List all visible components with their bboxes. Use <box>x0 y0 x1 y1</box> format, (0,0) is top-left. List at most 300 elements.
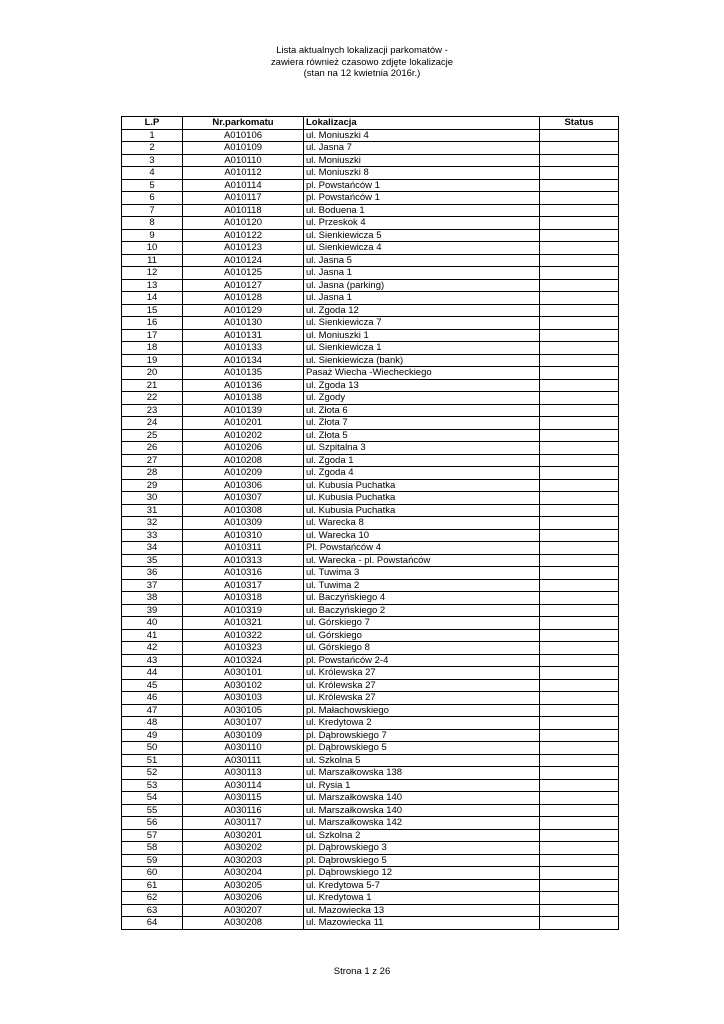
cell-meter-number: A030113 <box>183 767 304 780</box>
cell-lp: 40 <box>122 617 183 630</box>
cell-meter-number: A010324 <box>183 654 304 667</box>
table-row <box>122 267 619 280</box>
cell-status <box>540 879 619 892</box>
cell-location: ul. Zgoda 4 <box>304 467 540 480</box>
cell-meter-number: A010321 <box>183 617 304 630</box>
cell-location: ul. Górskiego 7 <box>304 617 540 630</box>
table-row <box>122 792 619 805</box>
table-row <box>122 179 619 192</box>
cell-lp: 29 <box>122 479 183 492</box>
table-row <box>122 442 619 455</box>
cell-status <box>540 742 619 755</box>
cell-status <box>540 392 619 405</box>
cell-location: ul. Baczyńskiego 4 <box>304 592 540 605</box>
cell-meter-number: A010313 <box>183 554 304 567</box>
cell-meter-number: A010133 <box>183 342 304 355</box>
table-row <box>122 529 619 542</box>
cell-lp: 26 <box>122 442 183 455</box>
cell-location: ul. Górskiego <box>304 629 540 642</box>
cell-meter-number: A010309 <box>183 517 304 530</box>
cell-lp: 45 <box>122 679 183 692</box>
table-row <box>122 654 619 667</box>
cell-location: ul. Sienkiewicza (bank) <box>304 354 540 367</box>
cell-lp: 30 <box>122 492 183 505</box>
cell-meter-number: A010201 <box>183 417 304 430</box>
cell-lp: 5 <box>122 179 183 192</box>
cell-location: ul. Kredytowa 1 <box>304 892 540 905</box>
cell-lp: 4 <box>122 167 183 180</box>
cell-status <box>540 342 619 355</box>
cell-meter-number: A010138 <box>183 392 304 405</box>
cell-status <box>540 604 619 617</box>
cell-meter-number: A010109 <box>183 142 304 155</box>
cell-lp: 54 <box>122 792 183 805</box>
table-row <box>122 667 619 680</box>
table-row <box>122 842 619 855</box>
cell-status <box>540 317 619 330</box>
cell-status <box>540 592 619 605</box>
table-row <box>122 354 619 367</box>
cell-location: pl. Dąbrowskiego 5 <box>304 742 540 755</box>
cell-lp: 10 <box>122 242 183 255</box>
cell-meter-number: A010123 <box>183 242 304 255</box>
cell-location: ul. Baczyńskiego 2 <box>304 604 540 617</box>
cell-meter-number: A010202 <box>183 429 304 442</box>
table-row <box>122 367 619 380</box>
cell-status <box>540 304 619 317</box>
cell-status <box>540 204 619 217</box>
cell-status <box>540 904 619 917</box>
cell-meter-number: A030117 <box>183 817 304 830</box>
cell-status <box>540 229 619 242</box>
cell-lp: 22 <box>122 392 183 405</box>
table-row <box>122 829 619 842</box>
cell-meter-number: A010307 <box>183 492 304 505</box>
table-row <box>122 217 619 230</box>
cell-status <box>540 554 619 567</box>
cell-location: ul. Sienkiewicza 1 <box>304 342 540 355</box>
cell-status <box>540 892 619 905</box>
cell-location: ul. Tuwima 2 <box>304 579 540 592</box>
cell-status <box>540 804 619 817</box>
cell-meter-number: A010131 <box>183 329 304 342</box>
cell-meter-number: A010110 <box>183 154 304 167</box>
cell-lp: 21 <box>122 379 183 392</box>
cell-meter-number: A030205 <box>183 879 304 892</box>
cell-status <box>540 454 619 467</box>
cell-meter-number: A010306 <box>183 479 304 492</box>
cell-location: ul. Rysia 1 <box>304 779 540 792</box>
cell-meter-number: A010127 <box>183 279 304 292</box>
cell-meter-number: A030204 <box>183 867 304 880</box>
cell-location: pl. Małachowskiego <box>304 704 540 717</box>
table-row <box>122 804 619 817</box>
cell-status <box>540 267 619 280</box>
cell-status <box>540 179 619 192</box>
cell-location: ul. Moniuszki <box>304 154 540 167</box>
document-title <box>0 45 724 80</box>
cell-lp: 35 <box>122 554 183 567</box>
cell-lp: 2 <box>122 142 183 155</box>
cell-lp: 7 <box>122 204 183 217</box>
cell-status <box>540 329 619 342</box>
cell-location: ul. Warecka 8 <box>304 517 540 530</box>
cell-status <box>540 404 619 417</box>
table-row <box>122 167 619 180</box>
cell-location: Pasaż Wiecha -Wiecheckiego <box>304 367 540 380</box>
cell-location: ul. Królewska 27 <box>304 679 540 692</box>
cell-lp: 49 <box>122 729 183 742</box>
cell-meter-number: A030111 <box>183 754 304 767</box>
cell-status <box>540 292 619 305</box>
cell-lp: 47 <box>122 704 183 717</box>
cell-location: pl. Powstańców 2-4 <box>304 654 540 667</box>
cell-lp: 24 <box>122 417 183 430</box>
table-row <box>122 504 619 517</box>
cell-meter-number: A010322 <box>183 629 304 642</box>
cell-status <box>540 467 619 480</box>
cell-lp: 44 <box>122 667 183 680</box>
table-row <box>122 879 619 892</box>
cell-status <box>540 142 619 155</box>
cell-status <box>540 654 619 667</box>
table-row <box>122 392 619 405</box>
column-header-location: Lokalizacja <box>304 117 540 130</box>
cell-lp: 9 <box>122 229 183 242</box>
table-row <box>122 492 619 505</box>
cell-location: ul. Mazowiecka 13 <box>304 904 540 917</box>
cell-location: ul. Zgoda 13 <box>304 379 540 392</box>
table-row <box>122 329 619 342</box>
table-row <box>122 292 619 305</box>
page-footer: Strona 1 z 26 <box>333 966 391 977</box>
cell-meter-number: A030114 <box>183 779 304 792</box>
cell-lp: 23 <box>122 404 183 417</box>
cell-status <box>540 492 619 505</box>
cell-lp: 13 <box>122 279 183 292</box>
cell-meter-number: A010311 <box>183 542 304 555</box>
table-row <box>122 542 619 555</box>
cell-status <box>540 429 619 442</box>
cell-lp: 52 <box>122 767 183 780</box>
table-row <box>122 554 619 567</box>
cell-location: ul. Marszałkowska 142 <box>304 817 540 830</box>
table-row <box>122 142 619 155</box>
cell-status <box>540 354 619 367</box>
cell-lp: 53 <box>122 779 183 792</box>
cell-status <box>540 779 619 792</box>
cell-lp: 61 <box>122 879 183 892</box>
cell-lp: 8 <box>122 217 183 230</box>
cell-location: ul. Jasna 5 <box>304 254 540 267</box>
cell-status <box>540 579 619 592</box>
cell-meter-number: A010134 <box>183 354 304 367</box>
cell-status <box>540 754 619 767</box>
table-row <box>122 517 619 530</box>
cell-lp: 64 <box>122 917 183 930</box>
table-row <box>122 579 619 592</box>
table-row <box>122 779 619 792</box>
cell-location: ul. Królewska 27 <box>304 667 540 680</box>
table-row <box>122 704 619 717</box>
table-row <box>122 429 619 442</box>
cell-status <box>540 504 619 517</box>
cell-lp: 50 <box>122 742 183 755</box>
cell-location: ul. Tuwima 3 <box>304 567 540 580</box>
cell-status <box>540 667 619 680</box>
cell-lp: 41 <box>122 629 183 642</box>
column-header-status: Status <box>540 117 619 130</box>
cell-meter-number: A010114 <box>183 179 304 192</box>
cell-location: ul. Jasna 1 <box>304 267 540 280</box>
cell-lp: 59 <box>122 854 183 867</box>
cell-lp: 46 <box>122 692 183 705</box>
table-row <box>122 854 619 867</box>
cell-location: ul. Moniuszki 1 <box>304 329 540 342</box>
cell-meter-number: A010129 <box>183 304 304 317</box>
cell-lp: 56 <box>122 817 183 830</box>
cell-meter-number: A030202 <box>183 842 304 855</box>
cell-status <box>540 517 619 530</box>
cell-status <box>540 129 619 142</box>
cell-location: ul. Szkolna 2 <box>304 829 540 842</box>
table-row <box>122 279 619 292</box>
table-row <box>122 379 619 392</box>
cell-lp: 3 <box>122 154 183 167</box>
cell-meter-number: A010323 <box>183 642 304 655</box>
cell-meter-number: A030110 <box>183 742 304 755</box>
cell-lp: 55 <box>122 804 183 817</box>
cell-status <box>540 854 619 867</box>
parking-meter-table <box>121 116 619 930</box>
cell-lp: 39 <box>122 604 183 617</box>
cell-location: pl. Powstańców 1 <box>304 192 540 205</box>
table-row <box>122 204 619 217</box>
table-row <box>122 317 619 330</box>
cell-lp: 32 <box>122 517 183 530</box>
table-row <box>122 242 619 255</box>
cell-status <box>540 867 619 880</box>
table-row <box>122 767 619 780</box>
cell-lp: 14 <box>122 292 183 305</box>
cell-location: ul. Przeskok 4 <box>304 217 540 230</box>
cell-lp: 15 <box>122 304 183 317</box>
table-row <box>122 617 619 630</box>
cell-lp: 11 <box>122 254 183 267</box>
cell-meter-number: A010139 <box>183 404 304 417</box>
cell-location: pl. Dąbrowskiego 12 <box>304 867 540 880</box>
table-row <box>122 417 619 430</box>
cell-location: ul. Królewska 27 <box>304 692 540 705</box>
cell-location: ul. Moniuszki 8 <box>304 167 540 180</box>
cell-meter-number: A010318 <box>183 592 304 605</box>
cell-lp: 42 <box>122 642 183 655</box>
cell-status <box>540 642 619 655</box>
cell-location: ul. Jasna 1 <box>304 292 540 305</box>
table-row <box>122 679 619 692</box>
cell-location: ul. Warecka 10 <box>304 529 540 542</box>
cell-lp: 36 <box>122 567 183 580</box>
cell-meter-number: A010112 <box>183 167 304 180</box>
cell-location: ul. Marszałkowska 138 <box>304 767 540 780</box>
cell-meter-number: A010208 <box>183 454 304 467</box>
cell-location: Pl. Powstańców 4 <box>304 542 540 555</box>
cell-location: ul. Marszałkowska 140 <box>304 804 540 817</box>
cell-status <box>540 254 619 267</box>
cell-status <box>540 917 619 930</box>
cell-status <box>540 479 619 492</box>
cell-lp: 18 <box>122 342 183 355</box>
cell-location: ul. Boduena 1 <box>304 204 540 217</box>
cell-meter-number: A030102 <box>183 679 304 692</box>
cell-status <box>540 367 619 380</box>
cell-lp: 28 <box>122 467 183 480</box>
cell-location: ul. Szpitalna 3 <box>304 442 540 455</box>
cell-lp: 17 <box>122 329 183 342</box>
cell-status <box>540 617 619 630</box>
cell-lp: 37 <box>122 579 183 592</box>
cell-status <box>540 792 619 805</box>
cell-location: pl. Dąbrowskiego 3 <box>304 842 540 855</box>
cell-meter-number: A010136 <box>183 379 304 392</box>
cell-meter-number: A030115 <box>183 792 304 805</box>
cell-lp: 60 <box>122 867 183 880</box>
cell-meter-number: A030201 <box>183 829 304 842</box>
column-header-meter-number: Nr.parkomatu <box>183 117 304 130</box>
cell-meter-number: A010125 <box>183 267 304 280</box>
table-row <box>122 917 619 930</box>
table-row <box>122 304 619 317</box>
cell-meter-number: A010319 <box>183 604 304 617</box>
table-row <box>122 642 619 655</box>
table-row <box>122 229 619 242</box>
cell-meter-number: A010206 <box>183 442 304 455</box>
cell-status <box>540 729 619 742</box>
cell-lp: 31 <box>122 504 183 517</box>
cell-location: ul. Kredytowa 5-7 <box>304 879 540 892</box>
table-row <box>122 754 619 767</box>
cell-location: ul. Sienkiewicza 4 <box>304 242 540 255</box>
cell-status <box>540 529 619 542</box>
cell-meter-number: A010122 <box>183 229 304 242</box>
cell-status <box>540 192 619 205</box>
cell-lp: 20 <box>122 367 183 380</box>
cell-status <box>540 829 619 842</box>
cell-lp: 33 <box>122 529 183 542</box>
cell-meter-number: A010130 <box>183 317 304 330</box>
cell-location: pl. Dąbrowskiego 7 <box>304 729 540 742</box>
table-row <box>122 342 619 355</box>
cell-meter-number: A030103 <box>183 692 304 705</box>
cell-location: ul. Mazowiecka 11 <box>304 917 540 930</box>
cell-lp: 48 <box>122 717 183 730</box>
title-line: zawiera również czasowo zdjęte lokalizacje <box>270 56 454 68</box>
cell-meter-number: A030109 <box>183 729 304 742</box>
cell-location: ul. Zgoda 12 <box>304 304 540 317</box>
cell-location: pl. Dąbrowskiego 5 <box>304 854 540 867</box>
table-row <box>122 592 619 605</box>
cell-location: ul. Kubusia Puchatka <box>304 492 540 505</box>
table-body <box>122 129 619 929</box>
cell-status <box>540 379 619 392</box>
cell-meter-number: A010128 <box>183 292 304 305</box>
cell-location: ul. Kredytowa 2 <box>304 717 540 730</box>
cell-meter-number: A010120 <box>183 217 304 230</box>
cell-location: ul. Złota 6 <box>304 404 540 417</box>
cell-meter-number: A030208 <box>183 917 304 930</box>
cell-status <box>540 629 619 642</box>
table-row <box>122 892 619 905</box>
table-row <box>122 817 619 830</box>
cell-meter-number: A030101 <box>183 667 304 680</box>
cell-status <box>540 692 619 705</box>
cell-meter-number: A010135 <box>183 367 304 380</box>
cell-meter-number: A010118 <box>183 204 304 217</box>
cell-status <box>540 842 619 855</box>
table-row <box>122 904 619 917</box>
cell-location: ul. Szkolna 5 <box>304 754 540 767</box>
cell-lp: 62 <box>122 892 183 905</box>
cell-location: ul. Górskiego 8 <box>304 642 540 655</box>
title-line: Lista aktualnych lokalizacji parkomatów - <box>276 45 448 56</box>
cell-status <box>540 767 619 780</box>
table-row <box>122 604 619 617</box>
cell-meter-number: A010308 <box>183 504 304 517</box>
cell-lp: 25 <box>122 429 183 442</box>
cell-meter-number: A010316 <box>183 567 304 580</box>
cell-status <box>540 817 619 830</box>
cell-status <box>540 704 619 717</box>
cell-lp: 34 <box>122 542 183 555</box>
table-header-row <box>122 117 619 130</box>
cell-location: ul. Zgody <box>304 392 540 405</box>
cell-meter-number: A010106 <box>183 129 304 142</box>
cell-status <box>540 417 619 430</box>
cell-status <box>540 679 619 692</box>
cell-location: ul. Kubusia Puchatka <box>304 504 540 517</box>
cell-lp: 43 <box>122 654 183 667</box>
table-row <box>122 479 619 492</box>
table-row <box>122 729 619 742</box>
cell-lp: 57 <box>122 829 183 842</box>
cell-lp: 38 <box>122 592 183 605</box>
table-row <box>122 467 619 480</box>
table-row <box>122 154 619 167</box>
cell-meter-number: A030105 <box>183 704 304 717</box>
cell-lp: 27 <box>122 454 183 467</box>
cell-meter-number: A010117 <box>183 192 304 205</box>
column-header-lp: L.P <box>122 117 183 130</box>
cell-status <box>540 279 619 292</box>
cell-location: ul. Moniuszki 4 <box>304 129 540 142</box>
cell-lp: 51 <box>122 754 183 767</box>
cell-location: ul. Sienkiewicza 5 <box>304 229 540 242</box>
table-row <box>122 629 619 642</box>
cell-location: ul. Jasna (parking) <box>304 279 540 292</box>
cell-meter-number: A010317 <box>183 579 304 592</box>
cell-meter-number: A010124 <box>183 254 304 267</box>
cell-location: pl. Powstańców 1 <box>304 179 540 192</box>
cell-lp: 16 <box>122 317 183 330</box>
cell-status <box>540 154 619 167</box>
cell-location: ul. Jasna 7 <box>304 142 540 155</box>
table-row <box>122 254 619 267</box>
cell-location: ul. Sienkiewicza 7 <box>304 317 540 330</box>
cell-status <box>540 717 619 730</box>
table-row <box>122 567 619 580</box>
table-row <box>122 867 619 880</box>
cell-location: ul. Złota 7 <box>304 417 540 430</box>
